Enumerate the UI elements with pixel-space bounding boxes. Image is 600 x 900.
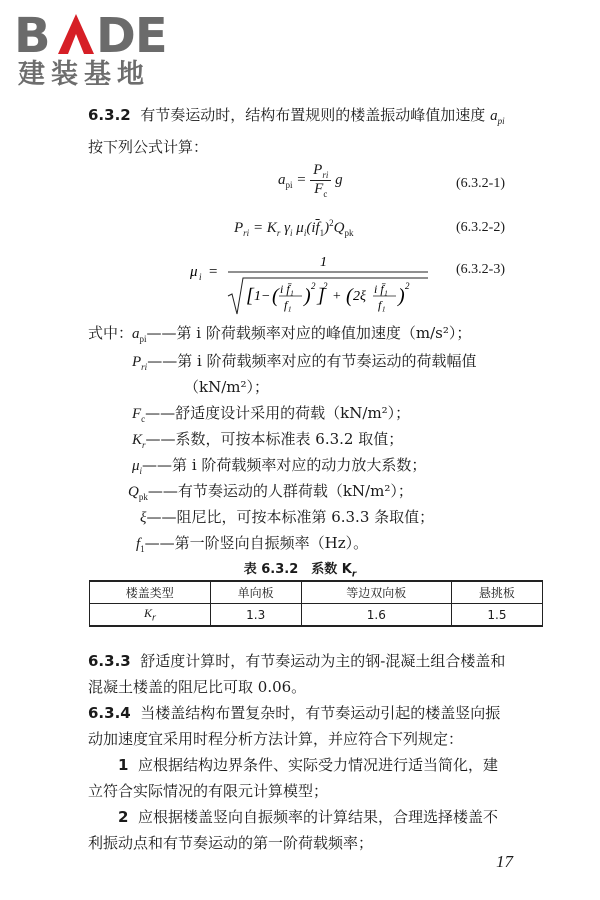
symbol-a-pi: $a_{pi}$ (490, 108, 505, 126)
table-cell: 1.6 (301, 604, 451, 627)
definition-item: $a_{pi}——$第 i 阶荷载频率对应的峰值加速度（m/s²）； (132, 324, 472, 344)
svg-text:2: 2 (323, 281, 328, 291)
definition-item: $F_c——$舒适度设计采用的荷载（kN/m²）； (132, 404, 411, 424)
svg-text:2ξ: 2ξ (353, 289, 366, 304)
section-6-3-3 (88, 648, 546, 700)
svg-text:i f̄₁: i f̄₁ (374, 282, 388, 296)
table-cell: 1.3 (210, 604, 301, 627)
logo-a-triangle (58, 14, 94, 54)
definition-item: $\mu_i——$第 i 阶荷载频率对应的动力放大系数； (132, 456, 427, 476)
svg-text:+: + (332, 289, 342, 304)
definition-item-continued: （kN/m²）； (184, 378, 270, 396)
page-number: 17 (496, 852, 513, 871)
formula-label-2: (6.3.2-2) (456, 220, 505, 235)
table-header-cell: 等边双向板 (301, 581, 451, 604)
section-text-line1: 舒适度计算时，有节奏运动为主的钢-混凝土组合楼盖和 (140, 652, 506, 670)
svg-text:(: ( (272, 285, 279, 307)
svg-text:i: i (199, 272, 202, 282)
section-text-line2: 动加速度宜采用时程分析方法计算，并应符合下列规定： (88, 730, 464, 748)
table-header-cell: 单向板 (210, 581, 301, 604)
section-text-line1: 有节奏运动时，结构布置规则的楼盖振动峰值加速度 (140, 106, 486, 124)
definition-intro: 式中： (88, 324, 134, 342)
svg-text:B: B (14, 10, 50, 60)
table-header-cell: 楼盖类型 (90, 581, 211, 604)
svg-text:=: = (208, 264, 219, 280)
rule-1: 1 应根据结构边界条件、实际受力情况进行适当简化，建 立符合实际情况的有限元计算模型； (88, 756, 498, 800)
svg-text:2: 2 (405, 281, 410, 291)
logo-subtitle: 建装基地 (18, 59, 150, 90)
formula-label-1: (6.3.2-1) (456, 176, 505, 191)
definition-item: $f_1——$第一阶竖向自振频率（Hz）。 (136, 534, 369, 554)
table-row-label: $K_r$ (90, 604, 211, 627)
definition-item: $P_{ri}——$第 i 阶荷载频率对应的有节奏运动的荷载幅值 (132, 352, 477, 372)
svg-text:): ) (304, 285, 311, 307)
svg-text:]: ] (317, 285, 325, 307)
section-text-line2: 按下列公式计算： (88, 138, 209, 156)
section-text-line1: 当楼盖结构布置复杂时，有节奏运动引起的楼盖竖向振 (140, 704, 501, 722)
section-number: 6.3.3 (88, 652, 131, 670)
svg-text:f₁: f₁ (378, 298, 386, 312)
section-6-3-2 (88, 102, 546, 160)
formula-6-3-2-1: $a_{pi}$ = $\frac{P_{ri}}{F_c}$ g (278, 162, 343, 199)
formula-3-graphic (190, 252, 440, 318)
table-caption: 表 6.3.2 系数 $K_r$ (243, 562, 357, 580)
svg-text:(: ( (346, 285, 353, 307)
svg-text:1−: 1− (254, 289, 271, 304)
svg-text:i f̄₁: i f̄₁ (280, 282, 294, 296)
svg-text:f₁: f₁ (284, 298, 292, 312)
coefficient-table (89, 580, 543, 627)
table-header-row (90, 581, 543, 604)
section-number: 6.3.4 (88, 704, 131, 722)
svg-text:2: 2 (311, 281, 316, 291)
section-6-3-4 (88, 700, 546, 752)
formula-6-3-2-2: $P_{ri} = K_r$ $\gamma_i$ $\mu_i(i\overline{f}_1)^2Q_{pk}$ (234, 218, 354, 238)
rule-2: 2 应根据楼盖竖向自振频率的计算结果，合理选择楼盖不 利振动点和有节奏运动的第一阶荷载频率； (88, 808, 498, 852)
definition-item: $Q_{pk}——$有节奏运动的人群荷载（kN/m²）； (128, 482, 413, 502)
section-text-line2: 混凝土楼盖的阻尼比可取 0.06。 (88, 678, 307, 696)
table-row (90, 604, 543, 627)
svg-text:DE: DE (96, 10, 167, 60)
table-header-cell: 悬挑板 (451, 581, 542, 604)
section-number: 6.3.2 (88, 106, 131, 124)
table-cell: 1.5 (451, 604, 542, 627)
definition-item: ξ——阻尼比，可按本标准第 6.3.3 条取值； (140, 508, 435, 526)
formula-6-3-2-3 (190, 252, 440, 318)
svg-text:[: [ (246, 285, 254, 307)
svg-text:μ: μ (190, 264, 198, 280)
definition-item: $K_r——$系数，可按本标准表 6.3.2 取值； (132, 430, 404, 450)
svg-text:1: 1 (320, 255, 327, 270)
svg-text:): ) (398, 285, 405, 307)
formula-label-3: (6.3.2-3) (456, 262, 505, 277)
